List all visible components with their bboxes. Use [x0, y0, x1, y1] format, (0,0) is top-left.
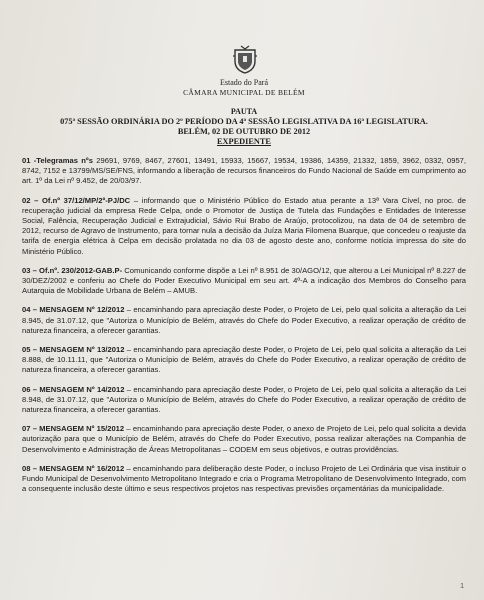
coat-of-arms-icon	[232, 44, 258, 74]
agenda-item	[22, 305, 466, 336]
agenda-item	[22, 345, 466, 376]
agenda-item-text: – encaminhando para deliberação deste Poder, o incluso Projeto de Lei Ordinária que visa instituir o Fundo Municipal de Desenvolvimento Metropolitano Integrado e cria o Programa Metropolitano de Desenvolvimento Integrado, com a consequente inclusão deste último e seus respectivos projetos nas respectivas previsões orçamentárias da municipalidade.	[22, 463, 466, 494]
agenda-item	[22, 385, 466, 416]
agenda-item-lead: 03 – Of.nº. 230/2012-GAB.P-	[22, 265, 123, 275]
agenda-item	[22, 156, 466, 187]
agenda-item-text: 29691, 9769, 8467, 27601, 13491, 15933, 15667, 19534, 19386, 14359, 21332, 1859, 3962, 0332, 0957, 8742, 7152 e 13799/MS/SE/FNS, informando a liberação de recursos financeiros do Fundo Nacional de Saúde em cumprimento ao art. 1º da Lei nº 9.452, de 20/03/97.	[22, 156, 467, 186]
agenda-item-text: – encaminhando para apreciação deste Poder, o anexo de Projeto de Lei, pelo qual solicita a devida autorização para que o Município de Belém, através do Chefe do Poder Executivo, possa realizar alterações na Companhia de Desenvolvimento e Administração de Áreas Metropolitanas – CODEM em seus objetivos, e outras providências.	[22, 424, 466, 454]
state-name: Estado do Pará	[220, 78, 268, 87]
document-header	[22, 78, 466, 146]
chamber-name: CÂMARA MUNICIPAL DE BELÉM	[183, 88, 305, 97]
agenda-item-lead: 01 -Telegramas nºs	[22, 156, 93, 165]
agenda-item-lead: 05 – MENSAGEM Nº 13/2012	[22, 345, 125, 355]
agenda-item-text: Comunicando conforme dispõe a Lei nº 8.951 de 30/AGO/12, que alterou a Lei Municipal nº 8.227 de 30/DEZ/2002 e conferiu ao Chefe do Poder Executivo Municipal em seu art. 4º-A a indicação dos Membros do Conselho para Autarquia de Mobilidade Urbana de Belém – AMUB.	[22, 265, 466, 296]
pauta-heading: PAUTA	[230, 107, 258, 116]
agenda-item-lead: 02 – Of.nº 37/12/MP/2º-PJ/DC	[22, 195, 131, 205]
section-heading: EXPEDIENTE	[217, 137, 271, 146]
agenda-item	[22, 196, 466, 257]
agenda-item	[22, 266, 466, 297]
agenda-item-lead: 06 – MENSAGEM Nº 14/2012	[22, 384, 125, 394]
agenda-item-text: – informando que o Ministério Público do Estado atua perante a 13ª Vara Cível, no proc. de recuperação judicial da empresa Rede Celpa, onde o Promotor de Justiça de Tutela das Fundações e Entidades de Interesse Social, Falência, Recuperação Judicial e Extrajudicial, Sávio Rui Brabo de Araújo, protocolizou, na data de 04 de setembro de 2012, recurso de Agravo de Instrumento, para tornar nula a decisão da Juíza Maria Filomena Buarque, que concedeu o reajuste da tarifa de energia elétrica à Celpa em decisão prolatada no dia 03 de agosto deste ano, conforme notícia impressa do site do Ministério Público.	[22, 195, 466, 256]
agenda-item-lead: 07 – MENSAGEM Nº 15/2012	[22, 424, 125, 434]
session-title: 075ª SESSÃO ORDINÁRIA DO 2º PERÍODO DA 4ª SESSÃO LEGISLATIVA DA 16ª LEGISLATURA.	[60, 117, 428, 126]
page-number: 1	[460, 583, 464, 590]
document-body	[22, 156, 466, 494]
agenda-item	[22, 464, 466, 495]
agenda-item-lead: 08 – MENSAGEM Nº 16/2012	[22, 463, 125, 473]
agenda-item-text: – encaminhando para apreciação deste Poder, o Projeto de Lei, pelo qual solicita a alteração da Lei 8.945, de 31.07.12, que "Autoriza o Município de Belém, através do Chefe do Poder Executivo, a realizar operação de crédito de natureza financeira, a oferecer garantias.	[22, 305, 466, 335]
agenda-item-lead: 04 – MENSAGEM Nº 12/2012	[22, 305, 125, 315]
session-date: BELÉM, 02 DE OUTUBRO DE 2012	[177, 127, 311, 136]
agenda-item	[22, 424, 466, 455]
agenda-item-text: – encaminhando para apreciação deste Poder, o Projeto de Lei, pelo qual solicita a alteração da Lei 8.948, de 31.07.12, que "Autoriza o Município de Belém, através do Chefe do Poder Executivo, a realizar operação de crédito de natureza financeira, a oferecer garantias.	[22, 384, 466, 415]
agenda-item-text: – encaminhando para apreciação deste Poder, o Projeto de Lei, pelo qual solicita a alteração da Lei 8.888, de 10.11.11, que "Autoriza o Município de Belém, através do Chefe do Poder Executivo, a realizar operação de crédito de natureza financeira, a oferecer garantias.	[22, 345, 466, 375]
